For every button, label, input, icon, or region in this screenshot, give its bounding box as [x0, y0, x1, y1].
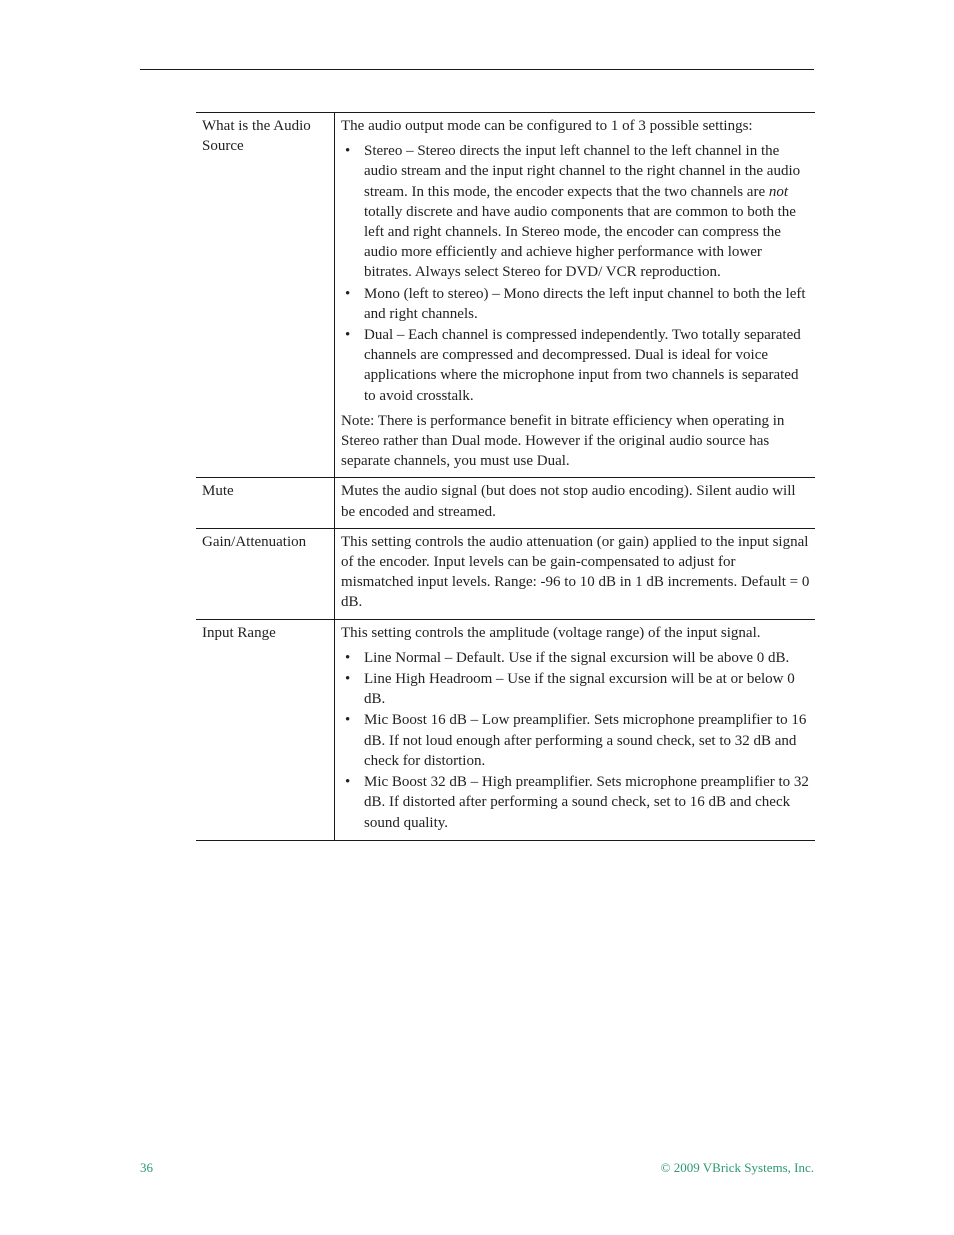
table-row-audio-source: [196, 113, 815, 478]
bullet-list: [341, 648, 811, 833]
audio-settings-table: [196, 112, 815, 841]
bullet-text: totally discrete and have audio components that are common to both the left and right channels. In Stereo mode, the encoder can compress the audio more efficiently and achieve higher performance with lower bitrates. Always select Stereo for DVD/ VCR reproduction.: [364, 203, 796, 281]
setting-label: Input Range: [196, 619, 335, 840]
header-rule: [140, 69, 814, 70]
copyright-notice: © 2009 VBrick Systems, Inc.: [660, 1160, 814, 1175]
bullet-item-stereo: [341, 141, 811, 282]
setting-label: What is the Audio Source: [196, 113, 335, 478]
page-number: 36: [140, 1160, 153, 1175]
table-row-gain-attenuation: [196, 528, 815, 619]
setting-description: Mutes the audio signal (but does not stop audio encoding). Silent audio will be encoded and streamed.: [335, 478, 816, 528]
bullet-item-mic-boost-16: • Mic Boost 16 dB – Low preamplifier. Sets microphone preamplifier to 16 dB. If not loud enough after performing a sound check, set to 32 dB and check for distortion.: [341, 710, 811, 771]
bullet-item-line-high-headroom: • Line High Headroom – Use if the signal excursion will be at or below 0 dB.: [341, 669, 811, 709]
setting-description: [335, 113, 816, 478]
setting-label: Gain/Attenuation: [196, 528, 335, 619]
description-intro: This setting controls the amplitude (voltage range) of the input signal.: [341, 624, 761, 641]
description-note: Note: There is performance benefit in bitrate efficiency when operating in Stereo rather than Dual mode. However if the original audio source has separate channels, you must use Dual.: [341, 412, 785, 470]
description-intro: The audio output mode can be configured to 1 of 3 possible settings:: [341, 118, 753, 134]
bullet-list: [341, 141, 811, 406]
table-row-input-range: [196, 619, 815, 840]
bullet-item-line-normal: • Line Normal – Default. Use if the signal excursion will be above 0 dB.: [341, 648, 811, 668]
bullet-item-dual: • Dual – Each channel is compressed independently. Two totally separated channels are compressed and decompressed. Dual is ideal for voice applications where the microphone input from two channels is separated to avoid crosstalk.: [341, 325, 811, 406]
setting-label: Mute: [196, 478, 335, 528]
emphasis-text: not: [768, 183, 789, 200]
setting-description: This setting controls the audio attenuation (or gain) applied to the input signal of the encoder. Input levels can be gain-compensated to adjust for mismatched input levels. Range: -96 to 10 dB in 1 dB increments. Default = 0 dB.: [335, 528, 816, 619]
bullet-item-mono: • Mono (left to stereo) – Mono directs the left input channel to both the left and right channels.: [341, 284, 811, 324]
bullet-item-mic-boost-32: • Mic Boost 32 dB – High preamplifier. Sets microphone preamplifier to 32 dB. If distorted after performing a sound check, set to 16 dB and check sound quality.: [341, 772, 811, 833]
bullet-text: Stereo – Stereo directs the input left channel to the left channel in the audio stream and the input right channel to the right channel in the audio stream. In this mode, the encoder expects that the two channels are: [364, 143, 801, 200]
setting-description: [335, 619, 816, 840]
table-row-mute: [196, 478, 815, 528]
